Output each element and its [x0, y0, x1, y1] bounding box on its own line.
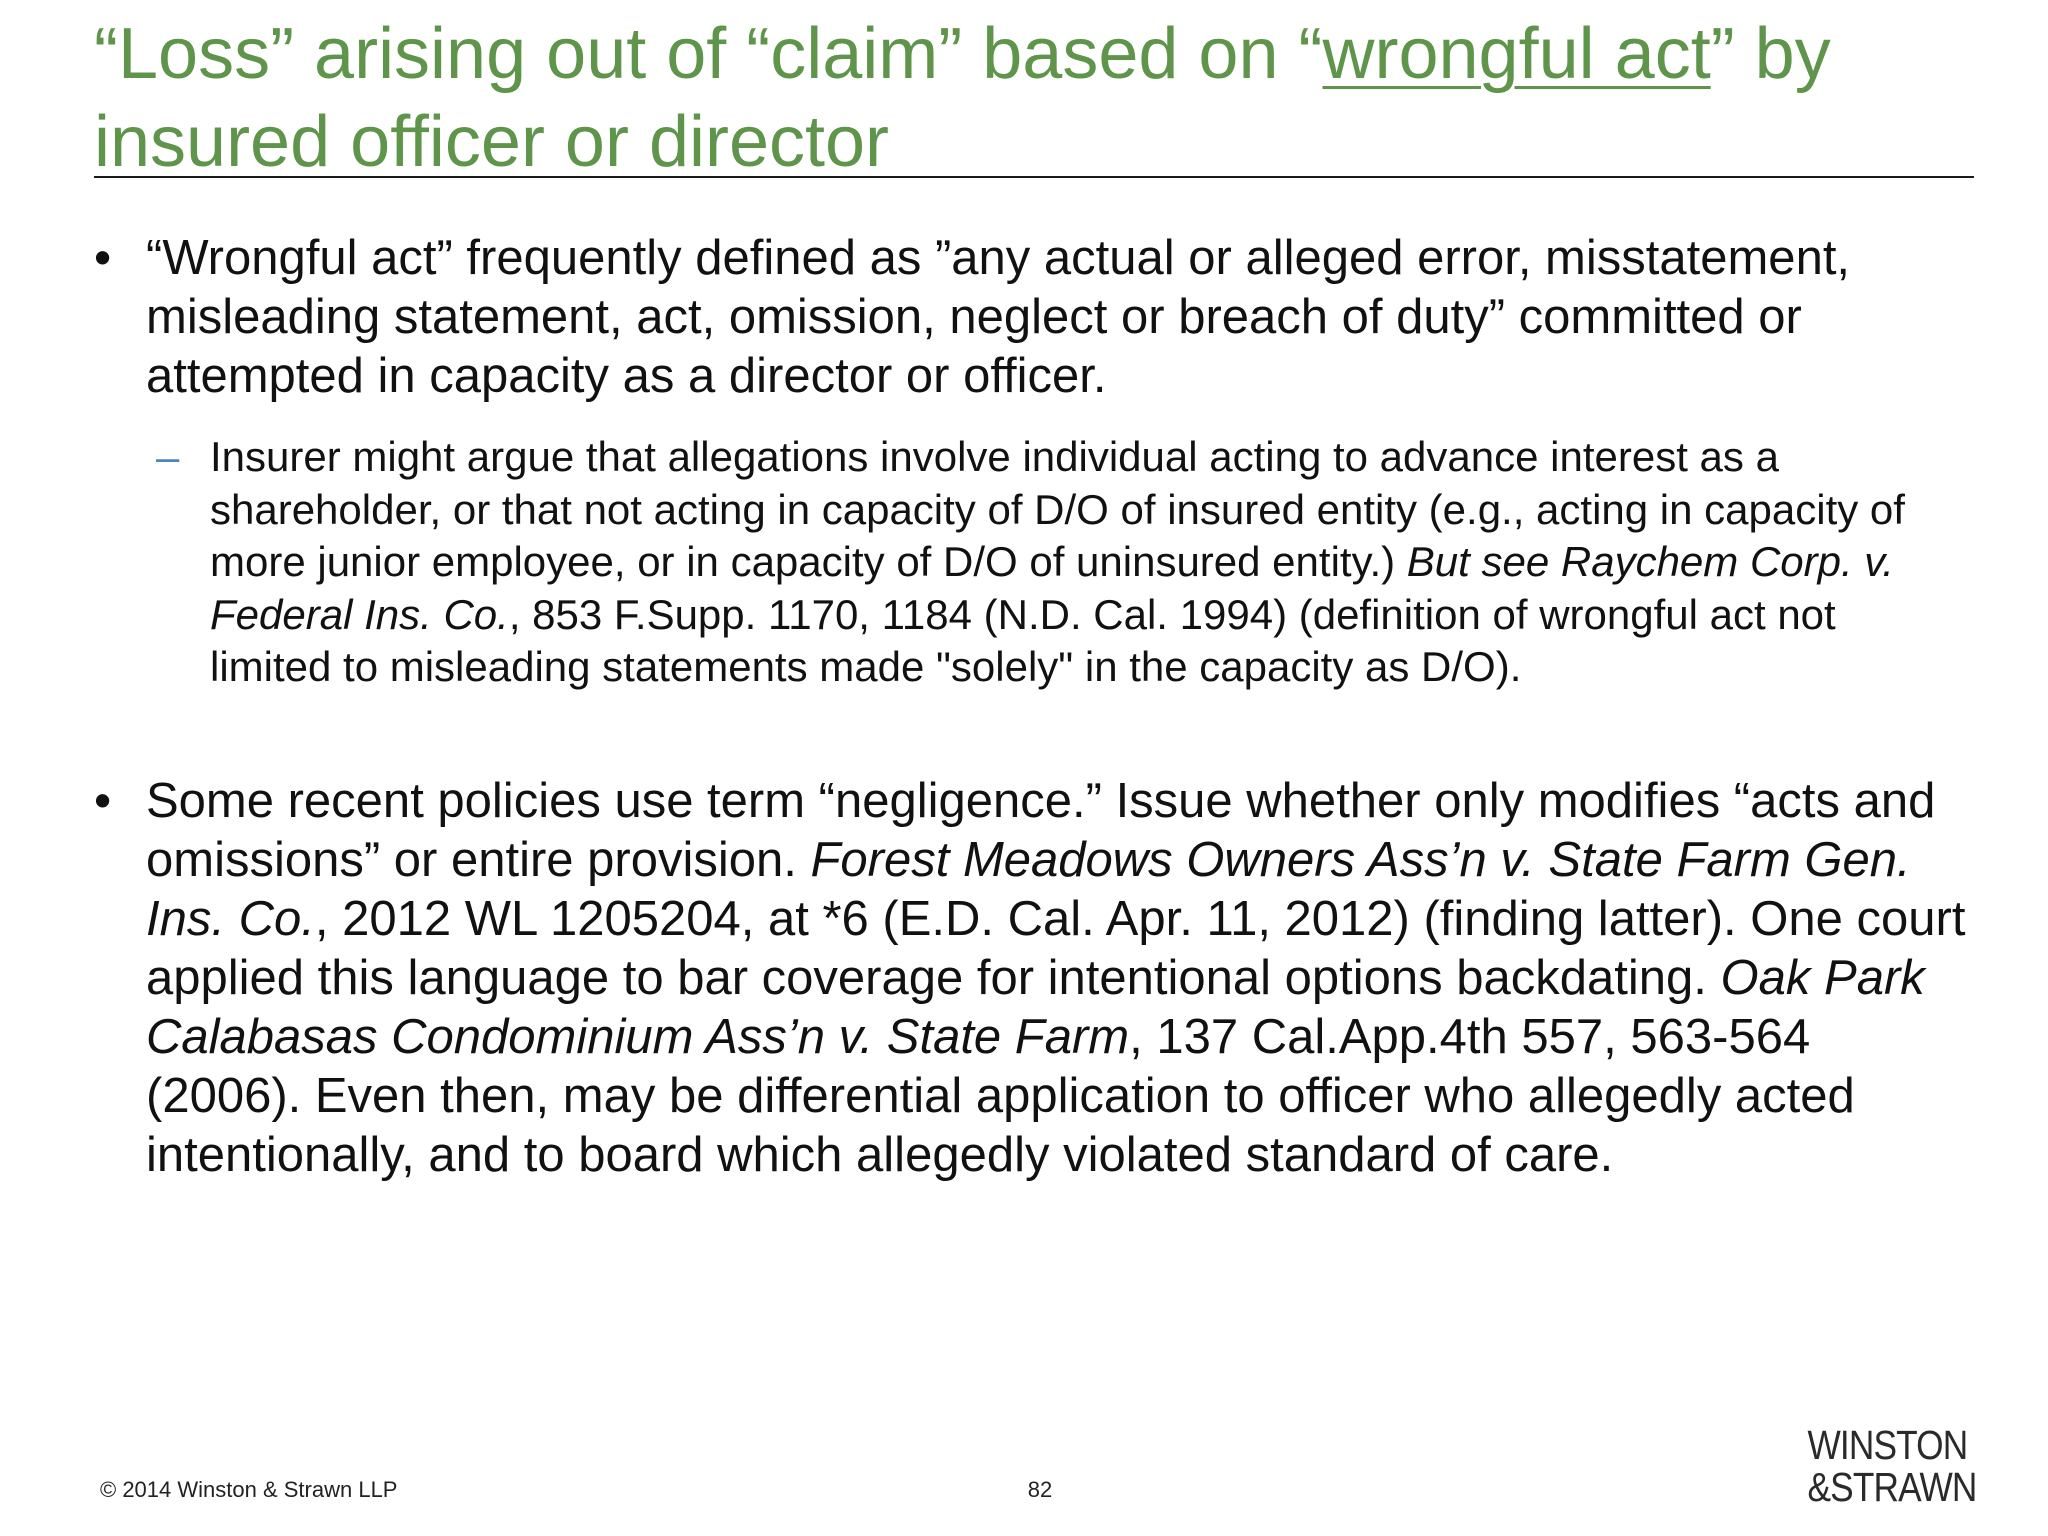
sub-bullet-dash-marker: –: [156, 433, 180, 480]
sub-bullet-item-insurer-argument: [156, 431, 1946, 694]
logo-line-1: WINSTON: [1807, 1422, 1967, 1468]
title-text-part2: ” by insured officer or director: [94, 14, 1831, 182]
sub-bullet-text-seg3: , 853 F.Supp. 1170, 1184 (N.D. Cal. 1994) (definition of wrongful act not limited to misleading statements made "solely" in the capacity as D/O).: [210, 590, 1836, 690]
case-citation-forest-meadows: Forest Meadows Owners Ass’n v. State Farm Gen. Ins. Co.: [146, 833, 1911, 946]
bullet-text: “Wrongful act” frequently defined as ”any actual or alleged error, misstatement, misleading statement, act, omission, neglect or breach of duty” committed or attempted in capacity as a director or officer.: [146, 231, 1851, 403]
bullet-text: [146, 772, 1974, 1185]
bullet-text-seg3: , 2012 WL 1205204, at *6 (E.D. Cal. Apr. 11, 2012) (finding latter). One court applied this language to bar coverage for intentional options backdating.: [146, 892, 1966, 1005]
title-text-part1: “Loss” arising out of “claim” based on “: [94, 14, 1323, 94]
footer-copyright: © 2014 Winston & Strawn LLP: [100, 1477, 398, 1502]
case-citation-raychem: But see Raychem Corp. v. Federal Ins. Co.: [210, 538, 1894, 638]
sub-bullet-text-seg1: Insurer might argue that allegations involve individual acting to advance interest as a shareholder, or that not acting in capacity of D/O of insured entity (e.g., acting in capacity of more junior employee, or in capacity of D/O of uninsured entity.): [210, 433, 1905, 585]
bullet-marker: •: [94, 774, 112, 828]
slide-title: [94, 10, 1974, 186]
logo-line-2: &STRAWN: [1807, 1464, 1976, 1510]
bullet-marker: •: [94, 231, 112, 285]
bullet-text-seg5: , 137 Cal.App.4th 557, 563-564 (2006). Even then, may be differential application to officer who allegedly acted intentionally, and to board which allegedly violated standard of care.: [146, 1010, 1855, 1182]
bullet-item-negligence-term: [94, 772, 1974, 1185]
bullet-item-wrongful-act-definition: [94, 229, 1974, 406]
bullet-text-seg1: Some recent policies use term “negligence.” Issue whether only modifies “acts and omissions” or entire provision.: [146, 774, 1936, 887]
case-citation-oak-park: Oak Park Calabasas Condominium Ass’n v. State Farm: [146, 951, 1925, 1064]
page-number: 82: [1027, 1477, 1053, 1502]
sub-bullet-text: [210, 431, 1946, 694]
title-divider: [94, 176, 1974, 178]
title-underlined-term: wrongful act: [1322, 14, 1711, 94]
winston-strawn-logo: [1807, 1424, 1976, 1508]
